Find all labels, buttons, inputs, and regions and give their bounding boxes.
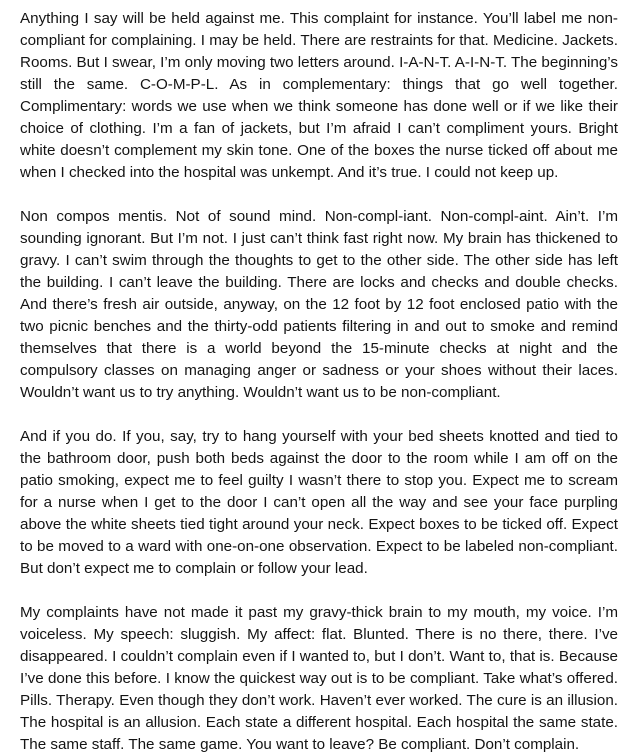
paragraph-4: My complaints have not made it past my gravy-thick brain to my mouth, my voice. I’m voiceless. My speech: sluggish. My affect: flat. Blunted. There is no there, there. I’ve disappeared. I couldn’t complain even if I wanted to, but I don’t. Want to, that is. Because I’ve done this before. I know the quickest way out is to be compliant. Take what’s offered. Pills. Therapy. Even though they don’t work. Haven’t ever worked. The cure is an illusion. The hospital is an allusion. Each state a different hospital. Each hospital the same state. The same staff. The same game. You want to leave? Be compliant. Don’t complain. <box>20 604 618 753</box>
paragraph-3: And if you do. If you, say, try to hang yourself with your bed sheets knotted and tied to the bathroom door, push both beds against the door to the room while I am off on the patio smoking, expect me to feel guilty I wasn’t there to stop you. Expect me to scream for a nurse when I get to the door I can’t open all the way and see your face purpling above the white sheets tied tight around your neck. Expect boxes to be ticked off. Expect to be moved to a ward with one-on-one observation. Expect to be labeled non-compliant. But don’t expect me to complain or follow your lead. <box>20 428 618 577</box>
paragraph-1: Anything I say will be held against me. This complaint for instance. You’ll label me non-compliant for complaining. I may be held. There are restraints for that. Medicine. Jackets. Rooms. But I swear, I’m only moving two letters around. I-A-N-T. A-I-N-T. The beginning’s still the same. C-O-M-P-L. As in complementary: things that go well together. Complimentary: words we use when we think someone has done well or if we like their choice of clothing. I’m a fan of jackets, but I’m afraid I can’t compliment yours. Bright white doesn’t complement my skin tone. One of the boxes the nurse ticked off about me when I checked into the hospital was unkempt. And it’s true. I could not keep up. <box>20 10 618 181</box>
paragraph-2: Non compos mentis. Not of sound mind. Non-compl-iant. Non-compl-aint. Ain’t. I’m sounding ignorant. But I’m not. I just can’t think fast right now. My brain has thickened to gravy. I can’t swim through the thoughts to get to the other side. The other side has left the building. I can’t leave the building. There are locks and checks and double checks. And there’s fresh air outside, anyway, on the 12 foot by 12 foot enclosed patio with the two picnic benches and the thirty-odd patients filtering in and out to smoke and remind themselves that there is a world beyond the 15-minute checks at night and the compulsory classes on managing anger or sadness or your shoes without their laces. Wouldn’t want us to try anything. Wouldn’t want us to be non-compliant. <box>20 208 618 401</box>
